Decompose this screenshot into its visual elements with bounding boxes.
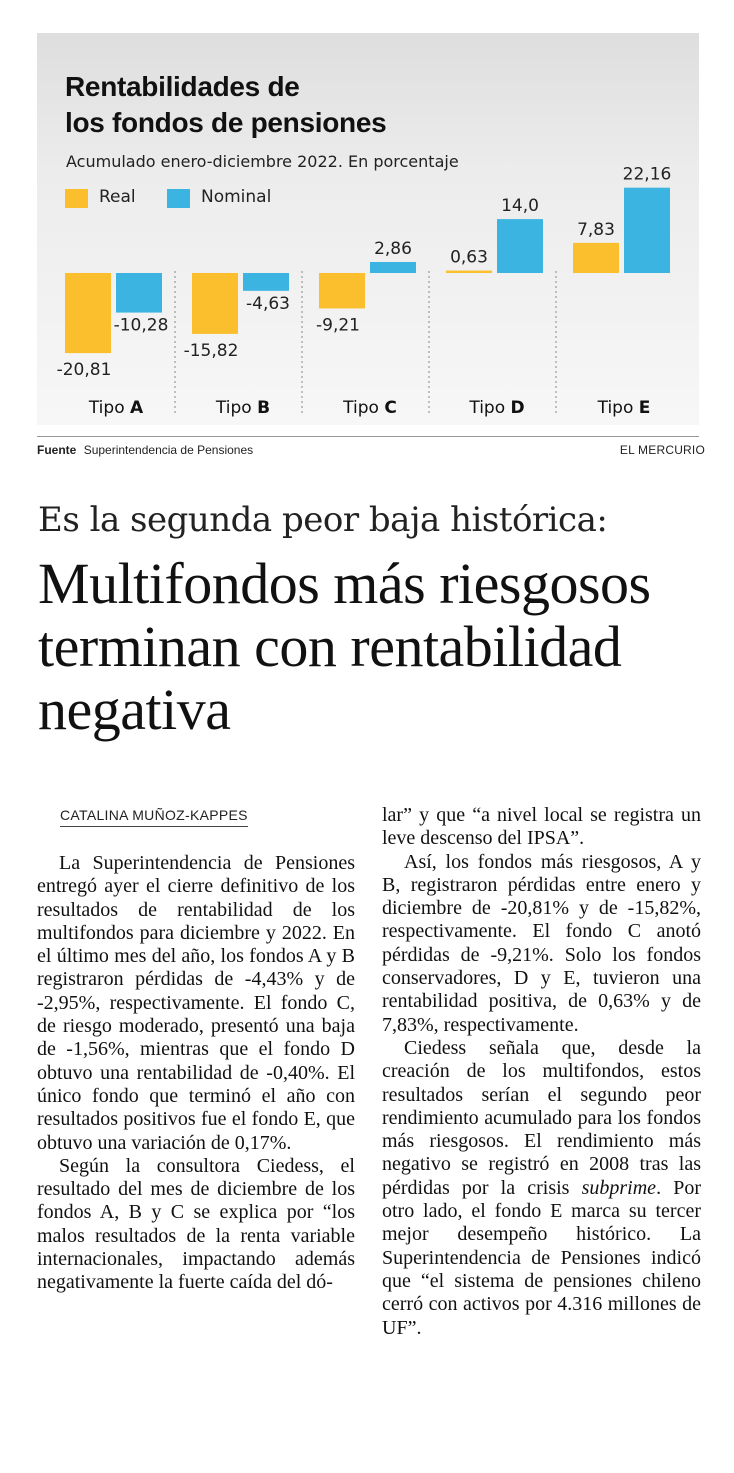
article-column-1 — [37, 852, 355, 1295]
bar-chart — [37, 33, 699, 425]
category-label-c: Tipo C — [343, 398, 397, 418]
bar-nominal-b — [243, 273, 289, 291]
paragraph-4 — [382, 1037, 701, 1340]
data-label-real-e: 7,83 — [577, 219, 615, 240]
bar-real-a — [65, 273, 111, 353]
bar-nominal-d — [497, 219, 543, 273]
category-label-a: Tipo A — [88, 398, 144, 418]
data-label-real-c: -9,21 — [316, 315, 360, 336]
data-label-real-b: -15,82 — [183, 340, 239, 361]
category-label-b: Tipo B — [215, 398, 271, 418]
data-label-nominal-d: 14,0 — [501, 196, 539, 217]
bar-nominal-a — [116, 273, 162, 313]
legend-label-nominal: Nominal — [201, 187, 272, 207]
chart-title-line-1: Rentabilidades de — [65, 71, 300, 102]
source-text: Superintendencia de Pensiones — [83, 443, 254, 457]
bar-nominal-c — [370, 262, 416, 273]
chart-rule — [37, 436, 699, 437]
legend-label-real: Real — [99, 187, 136, 207]
data-label-nominal-c: 2,86 — [374, 238, 412, 259]
brand-label: EL MERCURIO — [619, 443, 705, 457]
chart-subtitle: Acumulado enero-diciembre 2022. En porcentaje — [66, 152, 459, 171]
paragraph-2-continued: lar” y que “a nivel local se registra un leve descenso del IPSA”. — [382, 804, 701, 850]
paragraph-4-emphasis: subprime — [581, 1176, 657, 1199]
article-byline: CATALINA MUÑOZ-KAPPES — [60, 807, 248, 827]
bar-real-d — [446, 271, 492, 273]
article-headline: Multifondos más riesgosos terminan con rentabilidad negativa — [38, 551, 651, 742]
category-label-e: Tipo E — [597, 398, 651, 418]
bar-real-e — [573, 243, 619, 273]
paragraph-4-part-1: Ciedess señala que, desde la creación de los multifondos, estos resultados serían el segundo peor rendimiento acumulado para los fondos más riesgosos. El rendimiento más negativo se registró en 2008 tras las pérdidas por la crisis — [382, 1036, 701, 1199]
data-label-nominal-e: 22,16 — [622, 164, 672, 185]
paragraph-1: La Superintendencia de Pensiones entregó ayer el cierre definitivo de los resultados de rentabilidad de los multifondos para diciembre y 2022. En el último mes del año, los fondos A y B registraron pérdidas de -4,43% y de -2,95%, respectivamente. El fondo C, de riesgo moderado, presentó una baja de -1,56%, mientras que el fondo D obtuvo una rentabilidad de -0,40%. El único fondo que terminó el año con resultados positivos fue el fondo E, que obtuvo una variación de 0,17%. — [37, 852, 355, 1154]
bar-real-c — [319, 273, 365, 308]
category-label-d: Tipo D — [469, 398, 525, 418]
data-label-real-a: -20,81 — [56, 360, 112, 381]
article-column-2 — [382, 804, 701, 1340]
chart-source — [37, 443, 253, 457]
bar-nominal-e — [624, 188, 670, 273]
article-kicker: Es la segunda peor baja histórica: — [38, 500, 608, 540]
data-label-nominal-a: -10,28 — [113, 315, 169, 336]
data-label-real-d: 0,63 — [450, 247, 488, 268]
chart-panel — [37, 33, 699, 425]
paragraph-4-part-2: . Por otro lado, el fondo E marca su tercer mejor desempeño histórico. La Superintendencia de Pensiones indicó que “el sistema de pensiones chileno cerró con activos por 4.316 millones de UF”. — [382, 1176, 701, 1339]
source-label: Fuente — [37, 443, 77, 457]
paragraph-2: Según la consultora Ciedess, el resultado del mes de diciembre de los fondos A, B y C se explica por “los malos resultados de la renta variable internacionales, impactando además negativamente la fuerte caída del dó- — [37, 1154, 355, 1294]
chart-title-line-2: los fondos de pensiones — [65, 107, 387, 138]
paragraph-3: Así, los fondos más riesgosos, A y B, registraron pérdidas entre enero y diciembre de -20,81% y de -15,82%, respectivamente. El fondo C anotó pérdidas de -9,21%. Solo los fondos conservadores, D y E, tuvieron una rentabilidad positiva, de 0,63% y de 7,83%, respectivamente. — [382, 850, 701, 1036]
data-label-nominal-b: -4,63 — [246, 293, 290, 314]
bar-real-b — [192, 273, 238, 334]
